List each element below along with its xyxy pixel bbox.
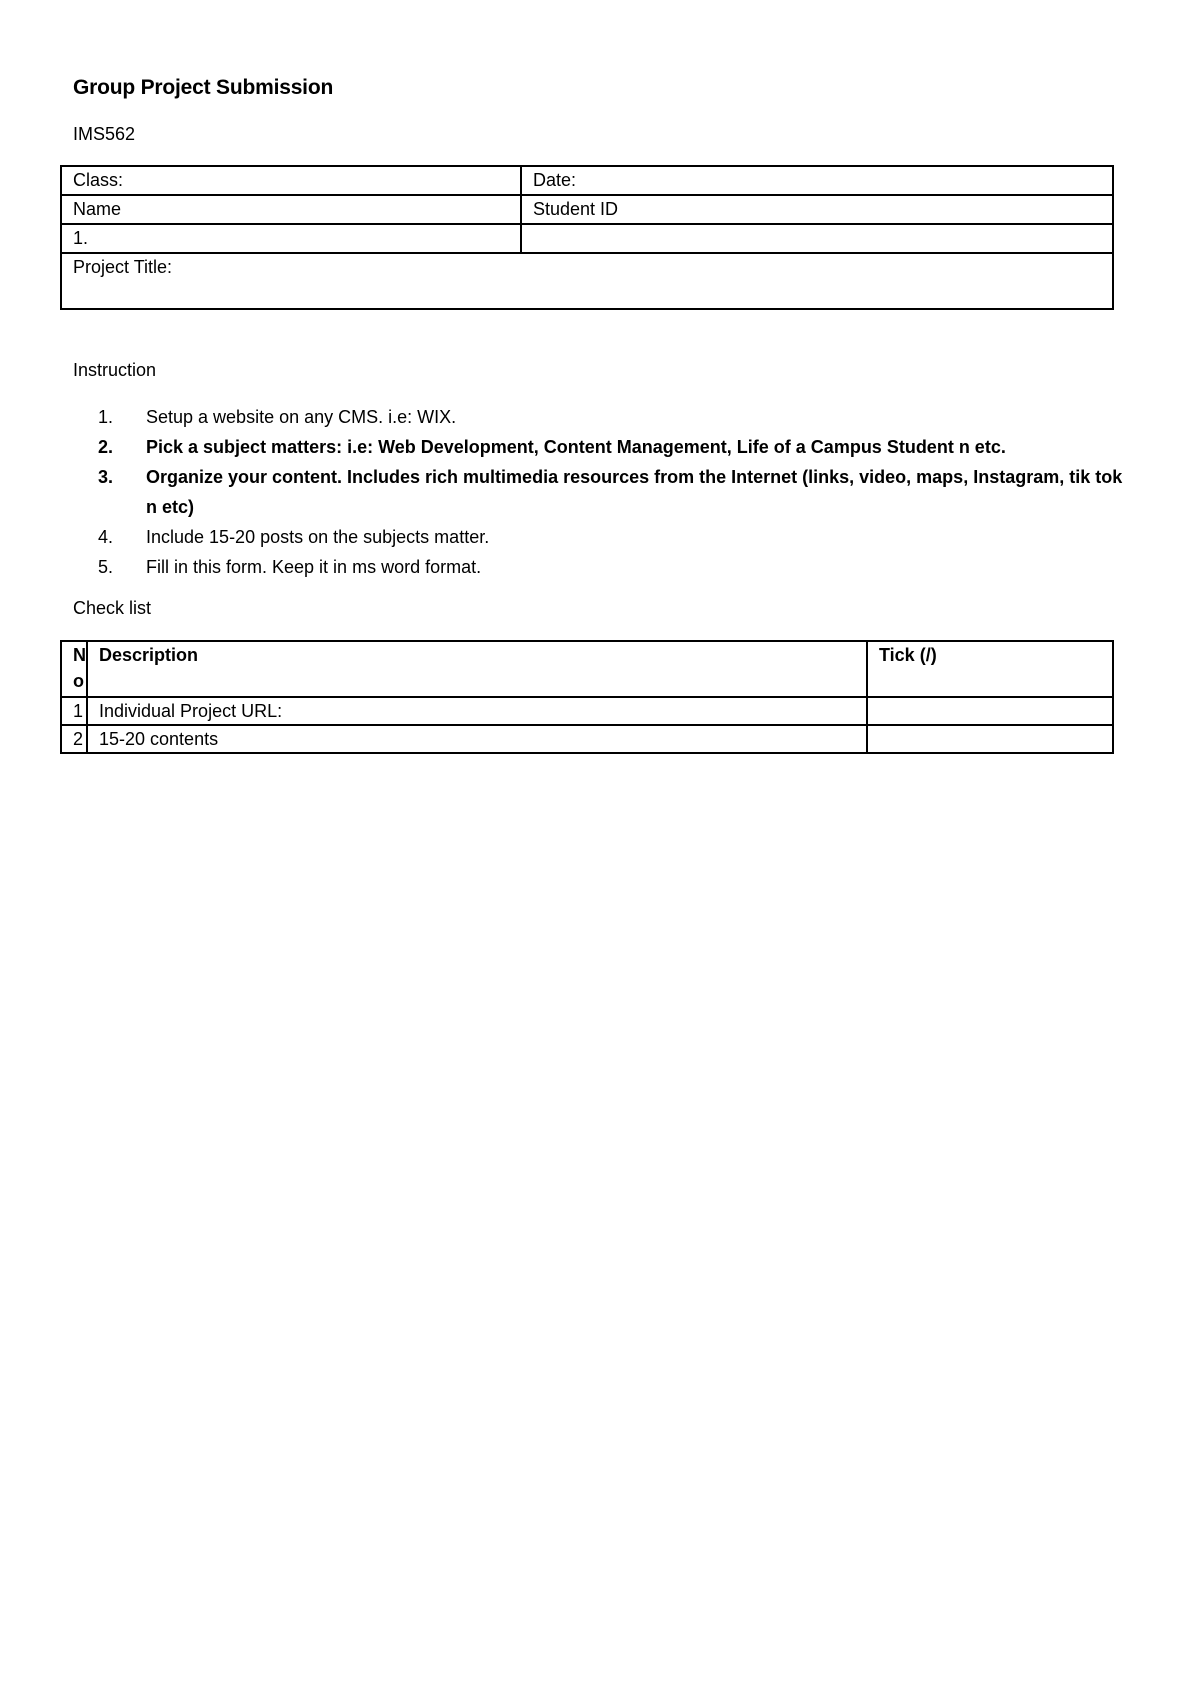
instruction-item	[73, 432, 1123, 462]
instruction-item	[73, 402, 1123, 432]
instruction-list	[73, 402, 1123, 582]
submission-info-table	[60, 165, 1114, 310]
document-title: Group Project Submission	[73, 76, 334, 99]
checklist-row-tick-field[interactable]	[867, 697, 1113, 725]
instruction-number: 3.	[98, 467, 114, 487]
project-title-field[interactable]	[61, 253, 1113, 309]
instruction-item	[73, 552, 1123, 582]
date-label: Date:	[533, 170, 577, 190]
instruction-number: 1.	[98, 407, 114, 427]
checklist-row-no: 2	[61, 725, 87, 753]
instruction-item	[73, 462, 1123, 522]
instruction-text: Fill in this form. Keep it in ms word format.	[146, 557, 482, 577]
checklist-header-tick: Tick (/)	[867, 641, 1113, 697]
checklist-heading: Check list	[73, 598, 152, 618]
name-header: Name	[61, 195, 521, 224]
member-1-name-field[interactable]	[61, 224, 521, 253]
instruction-heading: Instruction	[73, 360, 157, 380]
table-row	[61, 697, 1113, 725]
student-id-header: Student ID	[521, 195, 1113, 224]
checklist-header-row	[61, 641, 1113, 697]
project-title-label: Project Title:	[73, 257, 173, 277]
class-label: Class:	[73, 170, 124, 190]
checklist-header-no: No	[61, 641, 87, 697]
instruction-text: Organize your content. Includes rich multimedia resources from the Internet (links, video, maps, Instagram, tik tok n etc)	[146, 467, 1123, 517]
info-row-member-1	[61, 224, 1113, 253]
checklist-row-description: Individual Project URL:	[87, 697, 867, 725]
instruction-text: Setup a website on any CMS. i.e: WIX.	[146, 407, 457, 427]
info-row-headers	[61, 195, 1113, 224]
date-field[interactable]	[521, 166, 1113, 195]
instruction-text: Include 15-20 posts on the subjects matter.	[146, 527, 490, 547]
instruction-text: Pick a subject matters: i.e: Web Development, Content Management, Life of a Campus Student n etc.	[146, 437, 1006, 457]
checklist-row-description: 15-20 contents	[87, 725, 867, 753]
member-1-id-field[interactable]	[521, 224, 1113, 253]
info-row-project-title	[61, 253, 1113, 309]
member-1-number: 1.	[73, 228, 89, 248]
instruction-item	[73, 522, 1123, 552]
table-row	[61, 725, 1113, 753]
checklist-row-no: 1	[61, 697, 87, 725]
instruction-number: 5.	[98, 557, 114, 577]
instruction-number: 2.	[98, 437, 114, 457]
course-code: IMS562	[73, 124, 136, 144]
checklist-row-tick-field[interactable]	[867, 725, 1113, 753]
checklist-header-description: Description	[87, 641, 867, 697]
checklist-table	[60, 640, 1114, 754]
info-row-class-date	[61, 166, 1113, 195]
class-field[interactable]	[61, 166, 521, 195]
instruction-number: 4.	[98, 527, 114, 547]
